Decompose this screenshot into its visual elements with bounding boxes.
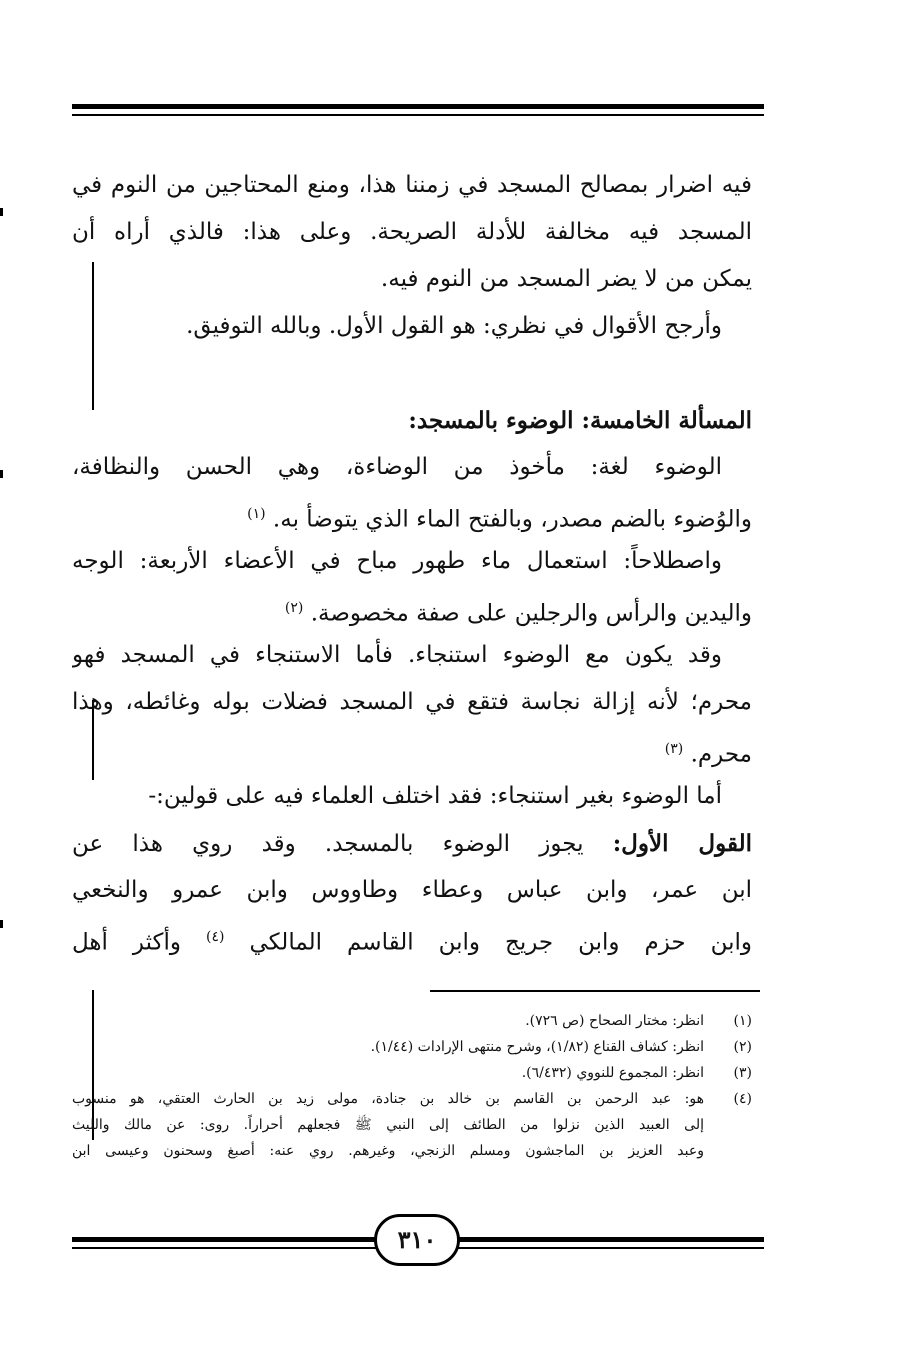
- text-line: وقد يكون مع الوضوء استنجاء. فأما الاستنجاء في المسجد فهو: [72, 642, 722, 668]
- footnote-ref: (١): [247, 506, 266, 522]
- footnote: [72, 1060, 752, 1086]
- scan-edge-mark: [0, 208, 3, 216]
- section-heading: المسألة الخامسة: الوضوء بالمسجد:: [408, 407, 752, 434]
- footnote-line: إلى العبيد الذين نزلوا من الطائف إلى النبي ﷺ فجعلهم أحراراً. روى: عن مالك والليث: [72, 1117, 704, 1133]
- first-opinion-label: القول الأول:: [612, 830, 752, 857]
- text-line: أما الوضوء بغير استنجاء: فقد اختلف العلماء فيه على قولين:-: [148, 783, 722, 809]
- header-rule-thin: [72, 114, 764, 116]
- text-span: والوُضوء بالضم مصدر، وبالفتح الماء الذي يتوضأ به.: [272, 506, 752, 533]
- footnote-divider: [430, 990, 760, 992]
- footnote-text: انظر: مختار الصحاح (ص ٧٢٦).: [525, 1013, 704, 1029]
- text-line: [72, 820, 752, 867]
- footnote-line: هو: عبد الرحمن بن القاسم بن خالد بن جنادة، مولى زيد بن الحارث العتقي، هو منسوب: [72, 1091, 704, 1107]
- footnote: [72, 1008, 752, 1034]
- footnote-ref: (٣): [664, 741, 684, 757]
- text-span: واليدين والرأس والرجلين على صفة مخصوصة.: [310, 600, 752, 627]
- text-line: [72, 491, 752, 538]
- text-line: [72, 585, 752, 632]
- footnote-text: انظر: المجموع للنووي (٦/٤٣٢).: [521, 1065, 704, 1081]
- scan-edge-mark: [0, 470, 3, 478]
- text-span: يجوز الوضوء بالمسجد. وقد روي هذا عن: [72, 831, 584, 857]
- footnote-number: (٤): [733, 1091, 752, 1107]
- footnote-text: [72, 1086, 704, 1164]
- text-line: يمكن من لا يضر المسجد من النوم فيه.: [380, 266, 752, 292]
- text-line: الوضوء لغة: مأخوذ من الوضاءة، وهي الحسن والنظافة،: [72, 454, 722, 480]
- conclusion-line: وأرجح الأقوال في نظري: هو القول الأول. وبالله التوفيق.: [186, 313, 722, 339]
- footnote-ref: (٤): [205, 929, 225, 945]
- footnote: [72, 1086, 752, 1164]
- footnote-number: (٣): [733, 1065, 752, 1081]
- footnote-text: انظر: كشاف القناع (١/٨٢)، وشرح منتهى الإرادات (١/٤٤).: [370, 1039, 704, 1055]
- text-line: فيه اضرار بمصالح المسجد في زمننا هذا، ومنع المحتاجين من النوم في: [72, 172, 752, 198]
- main-text: [72, 162, 752, 961]
- footnote-number: (٢): [733, 1039, 752, 1055]
- header-rule-thick: [72, 104, 764, 109]
- text-line: واصطلاحاً: استعمال ماء طهور مباح في الأعضاء الأربعة: الوجه: [72, 548, 722, 574]
- text-span: محرم.: [690, 741, 752, 768]
- footnote-number: (١): [733, 1013, 752, 1029]
- text-line: ابن عمر، وابن عباس وعطاء وطاووس وابن عمرو والنخعي: [72, 877, 752, 903]
- footnote-line: وعبد العزيز بن الماجشون ومسلم الزنجي، وغيرهم. روي عنه: أصبغ وسحنون وعيسى ابن: [72, 1143, 704, 1159]
- text-span: وأكثر أهل: [72, 929, 181, 956]
- text-line: [72, 914, 752, 961]
- text-line: [72, 726, 752, 773]
- footnote: [72, 1034, 752, 1060]
- scan-edge-mark: [0, 920, 3, 928]
- text-line: المسجد فيه مخالفة للأدلة الصريحة. وعلى هذا: فالذي أراه أن: [72, 219, 752, 245]
- footnotes: [72, 1008, 752, 1164]
- text-span: وابن حزم وابن جريج وابن القاسم المالكي: [249, 929, 752, 956]
- footnote-ref: (٢): [284, 600, 304, 616]
- page-number: ٣١٠: [374, 1214, 460, 1266]
- text-line: محرم؛ لأنه إزالة نجاسة فتقع في المسجد فضلات بوله وغائطه، وهذا: [72, 689, 752, 715]
